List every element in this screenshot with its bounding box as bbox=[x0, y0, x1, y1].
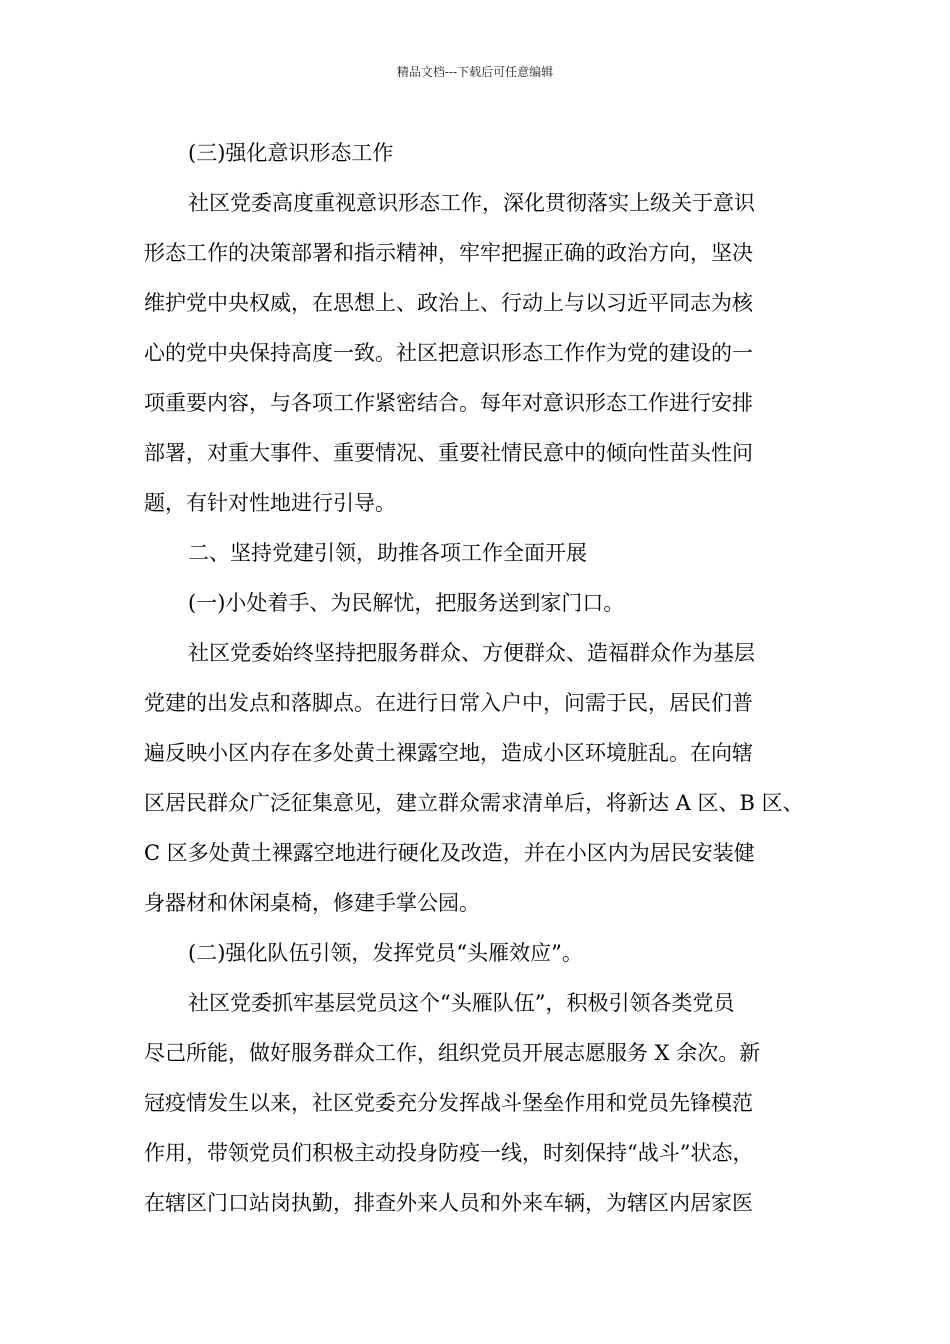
text-line: 尽己所能，做好服务群众工作，组织党员开展志愿服务 X 余次。新 bbox=[144, 1041, 761, 1065]
text-line: 部署，对重大事件、重要情况、重要社情民意中的倾向性苗头性问 bbox=[144, 441, 753, 465]
text-line: 项重要内容，与各项工作紧密结合。每年对意识形态工作进行安排 bbox=[144, 391, 753, 415]
text-line: 社区党委始终坚持把服务群众、方便群众、造福群众作为基层 bbox=[188, 641, 755, 665]
page-header: 精品文档---下载后可任意编辑 bbox=[396, 65, 554, 79]
text-line: 区居民群众广泛征集意见，建立群众需求清单后，将新达 A 区、B 区、 bbox=[144, 791, 804, 815]
text-line: 维护党中央权威，在思想上、政治上、行动上与以习近平同志为核 bbox=[144, 291, 753, 315]
text-line: (三)强化意识形态工作 bbox=[188, 141, 394, 165]
text-line: 冠疫情发生以来，社区党委充分发挥战斗堡垒作用和党员先锋模范 bbox=[144, 1091, 753, 1115]
text-line: 形态工作的决策部署和指示精神，牢牢把握正确的政治方向，坚决 bbox=[144, 241, 753, 265]
text-line: 作用，带领党员们积极主动投身防疫一线，时刻保持“战斗”状态， bbox=[144, 1141, 754, 1165]
text-line: 题，有针对性地进行引导。 bbox=[144, 491, 396, 515]
text-line: 遍反映小区内存在多处黄土裸露空地，造成小区环境脏乱。在向辖 bbox=[144, 741, 753, 765]
text-line: 党建的出发点和落脚点。在进行日常入户中，问需于民，居民们普 bbox=[144, 691, 753, 715]
text-line: 社区党委高度重视意识形态工作，深化贯彻落实上级关于意识 bbox=[188, 191, 755, 215]
text-line: 心的党中央保持高度一致。社区把意识形态工作作为党的建设的一 bbox=[144, 341, 753, 365]
text-line: 在辖区门口站岗执勤，排查外来人员和外来车辆，为辖区内居家医 bbox=[144, 1191, 753, 1215]
text-line: 身器材和休闲桌椅，修建手掌公园。 bbox=[144, 891, 480, 915]
text-line: 社区党委抓牢基层党员这个“头雁队伍”，积极引领各类党员 bbox=[188, 991, 735, 1015]
text-line: 二、坚持党建引领，助推各项工作全面开展 bbox=[188, 541, 587, 565]
document-body bbox=[144, 128, 808, 1228]
text-line: C 区多处黄土裸露空地进行硬化及改造，并在小区内为居民安装健 bbox=[144, 841, 755, 865]
text-line: (二)强化队伍引领，发挥党员“头雁效应”。 bbox=[188, 941, 583, 965]
text-line: (一)小处着手、为民解忧，把服务送到家门口。 bbox=[188, 591, 625, 615]
